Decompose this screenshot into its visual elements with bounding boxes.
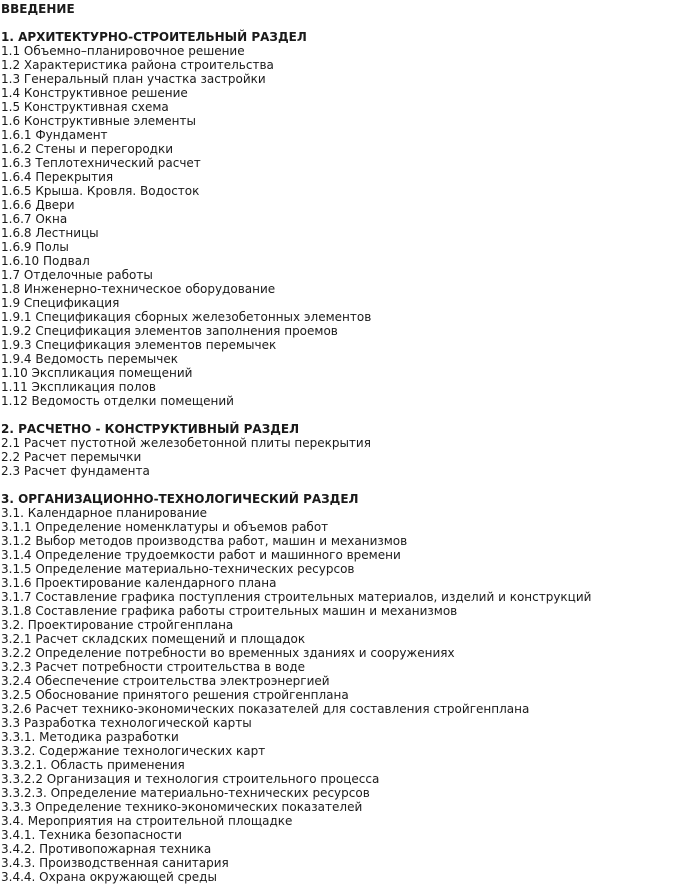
toc-item: 3.4. Мероприятия на строительной площадке xyxy=(1,814,293,828)
toc-item: 3.1.7 Составление графика поступления строительных материалов, изделий и конструкций xyxy=(1,590,592,604)
toc-item: 1.8 Инженерно-техническое оборудование xyxy=(1,282,276,296)
toc-item: 1.6.6 Двери xyxy=(1,198,75,212)
toc-item: 3.4.2. Противопожарная техника xyxy=(1,842,212,856)
toc-item: 3.2.1 Расчет складских помещений и площадок xyxy=(1,632,306,646)
toc-item: 1.7 Отделочные работы xyxy=(1,268,153,282)
toc-item: 3.1.6 Проектирование календарного плана xyxy=(1,576,277,590)
toc-item: 1.6.10 Подвал xyxy=(1,254,90,268)
toc-item: 2.2 Расчет перемычки xyxy=(1,450,142,464)
toc-item: 3.3.2.1. Область применения xyxy=(1,758,185,772)
toc-item: 1.9.2 Спецификация элементов заполнения проемов xyxy=(1,324,338,338)
section-2 xyxy=(1,422,700,478)
toc-item: 3.2.4 Обеспечение строительства электроэнергией xyxy=(1,674,330,688)
toc-item: 3.3.2.3. Определение материально-технических ресурсов xyxy=(1,786,370,800)
toc-item: 1.9.1 Спецификация сборных железобетонных элементов xyxy=(1,310,372,324)
toc-item: 3.1.4 Определение трудоемкости работ и машинного времени xyxy=(1,548,401,562)
toc-item: 1.9.3 Спецификация элементов перемычек xyxy=(1,338,277,352)
section-heading: 1. АРХИТЕКТУРНО-СТРОИТЕЛЬНЫЙ РАЗДЕЛ xyxy=(1,30,307,44)
toc-item: 1.6.9 Полы xyxy=(1,240,69,254)
toc-item: 3.4.4. Охрана окружающей среды xyxy=(1,870,217,884)
toc-item: 1.6.7 Окна xyxy=(1,212,68,226)
toc-item: 1.9.4 Ведомость перемычек xyxy=(1,352,178,366)
toc-item: 3.3.2. Содержание технологических карт xyxy=(1,744,266,758)
toc-item: 3.2.5 Обоснование принятого решения стройгенплана xyxy=(1,688,349,702)
toc-item: 3.1.8 Составление графика работы строительных машин и механизмов xyxy=(1,604,458,618)
toc-item: 1.6 Конструктивные элементы xyxy=(1,114,196,128)
intro-heading: ВВЕДЕНИЕ xyxy=(1,2,75,16)
toc-item: 3.2. Проектирование стройгенплана xyxy=(1,618,234,632)
toc-item: 1.5 Конструктивная схема xyxy=(1,100,169,114)
toc-item: 1.10 Экспликация помещений xyxy=(1,366,193,380)
toc-item: 2.1 Расчет пустотной железобетонной плиты перекрытия xyxy=(1,436,371,450)
section-heading: 2. РАСЧЕТНО - КОНСТРУКТИВНЫЙ РАЗДЕЛ xyxy=(1,422,300,436)
spacer xyxy=(1,16,700,30)
toc-item: 1.6.3 Теплотехнический расчет xyxy=(1,156,201,170)
toc-item: 3.1.1 Определение номенклатуры и объемов работ xyxy=(1,520,329,534)
spacer xyxy=(1,478,700,492)
toc-item: 1.6.2 Стены и перегородки xyxy=(1,142,174,156)
toc-item: 3.1.5 Определение материально-технических ресурсов xyxy=(1,562,355,576)
toc-item: 3.4.1. Техника безопасности xyxy=(1,828,182,842)
toc-item: 3.2.6 Расчет технико-экономических показателей для составления стройгенплана xyxy=(1,702,530,716)
section-3 xyxy=(1,492,700,884)
sections-container xyxy=(1,30,700,884)
toc-item: 3.2.2 Определение потребности во временных зданиях и сооружениях xyxy=(1,646,455,660)
toc-item: 1.1 Объемно–планировочное решение xyxy=(1,44,245,58)
toc-item: 3.4.3. Производственная санитария xyxy=(1,856,229,870)
toc-item: 1.3 Генеральный план участка застройки xyxy=(1,72,266,86)
toc-item: 1.4 Конструктивное решение xyxy=(1,86,188,100)
toc-item: 1.12 Ведомость отделки помещений xyxy=(1,394,234,408)
toc-item: 1.11 Экспликация полов xyxy=(1,380,156,394)
toc-item: 1.2 Характеристика района строительства xyxy=(1,58,274,72)
section-1 xyxy=(1,30,700,408)
toc-item: 3.1. Календарное планирование xyxy=(1,506,208,520)
toc-item: 1.6.1 Фундамент xyxy=(1,128,108,142)
toc-item: 3.1.2 Выбор методов производства работ, машин и механизмов xyxy=(1,534,408,548)
toc-item: 3.3.2.2 Организация и технология строительного процесса xyxy=(1,772,380,786)
toc-item: 3.3 Разработка технологической карты xyxy=(1,716,252,730)
section-heading: 3. ОРГАНИЗАЦИОННО-ТЕХНОЛОГИЧЕСКИЙ РАЗДЕЛ xyxy=(1,492,359,506)
toc-item: 1.6.8 Лестницы xyxy=(1,226,99,240)
toc-item: 1.6.5 Крыша. Кровля. Водосток xyxy=(1,184,200,198)
toc-item: 3.3.1. Методика разработки xyxy=(1,730,179,744)
toc-item: 3.3.3 Определение технико-экономических показателей xyxy=(1,800,363,814)
toc-item: 2.3 Расчет фундамента xyxy=(1,464,150,478)
toc-item: 3.2.3 Расчет потребности строительства в воде xyxy=(1,660,306,674)
toc-item: 1.9 Спецификация xyxy=(1,296,120,310)
toc-item: 1.6.4 Перекрытия xyxy=(1,170,114,184)
spacer xyxy=(1,408,700,422)
